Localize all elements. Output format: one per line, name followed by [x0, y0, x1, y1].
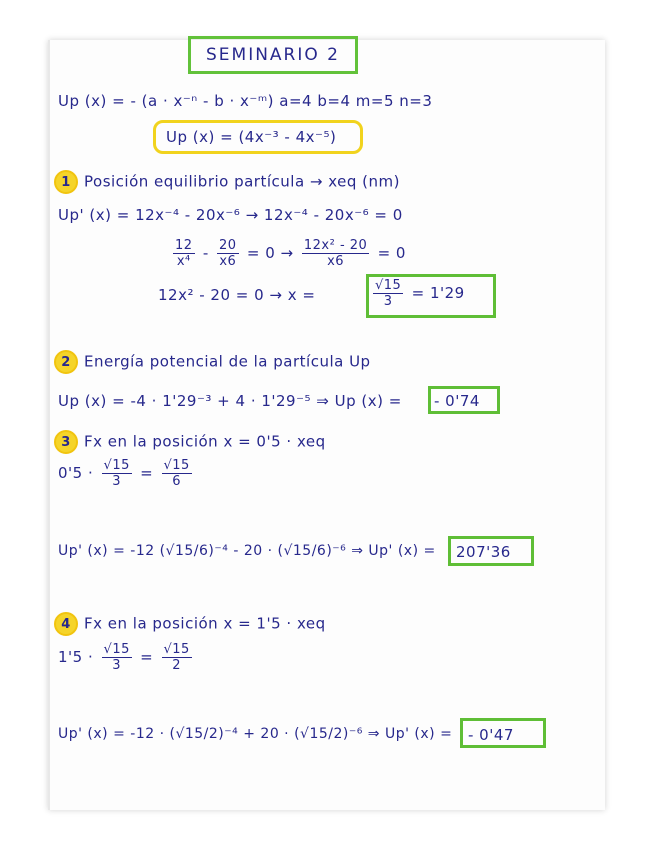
- section-4-heading: [54, 612, 326, 636]
- fraction-20-over-x6: $\frac{20}{x6}$: [219, 238, 237, 269]
- section-2-heading: [54, 350, 371, 374]
- section-3-result: 207'36: [456, 543, 511, 561]
- up-result: - 0'74: [434, 392, 480, 410]
- section-4-number: 4: [54, 612, 78, 636]
- section-3-heading: [54, 430, 326, 454]
- section-4-result: - 0'47: [468, 726, 514, 744]
- xeq-result: $\frac{√15}{3}$ = 1'29: [375, 278, 465, 309]
- section-1-solve: 12x² - 20 = 0 → x =: [158, 286, 316, 304]
- section-3-number: 3: [54, 430, 78, 454]
- section-1-fraction-line: $\frac{12}{\text{x⁴}}$ - $\frac{20}{x6}$ = 0 → $\frac{\text{12x² - 20}}{x6}$ = 0: [175, 238, 406, 269]
- fraction-12-over-x4: $\frac{12}{\text{x⁴}}$: [175, 238, 193, 269]
- boxed-potential: Up (x) = (4x⁻³ - 4x⁻⁵): [166, 128, 337, 146]
- section-1-derivative: Up' (x) = 12x⁻⁴ - 20x⁻⁶ → 12x⁻⁴ - 20x⁻⁶ = 0: [58, 206, 403, 224]
- section-3-calc: Up' (x) = -12 (√15/6)⁻⁴ - 20 · (√15/6)⁻⁶ ⇒ Up' (x) =: [58, 543, 436, 559]
- section-4-substitution: 1'5 · $\frac{√15}{3}$ = $\frac{√15}{2}$: [58, 642, 190, 673]
- section-4-calc: Up' (x) = -12 · (√15/2)⁻⁴ + 20 · (√15/2)⁻⁶ ⇒ Up' (x) =: [58, 726, 453, 742]
- section-1-title: Posición equilibrio partícula → xeq (nm): [84, 172, 401, 191]
- potential-definition: Up (x) = - (a · x⁻ⁿ - b · x⁻ᵐ) a=4 b=4 m=5 n=3: [58, 92, 433, 110]
- section-2-number: 2: [54, 350, 78, 374]
- title-box: [188, 36, 358, 74]
- section-3-title: Fx en la posición x = 0'5 · xeq: [84, 432, 326, 451]
- section-1-number: 1: [54, 170, 78, 194]
- notebook-page: [48, 40, 605, 810]
- section-4-title: Fx en la posición x = 1'5 · xeq: [84, 614, 326, 633]
- section-1-heading: [54, 170, 400, 194]
- section-3-substitution: 0'5 · $\frac{√15}{3}$ = $\frac{√15}{6}$: [58, 458, 190, 489]
- section-2-calc: Up (x) = -4 · 1'29⁻³ + 4 · 1'29⁻⁵ ⇒ Up (x) =: [58, 392, 402, 410]
- section-2-title: Energía potencial de la partícula Up: [84, 352, 371, 371]
- fraction-combined: $\frac{\text{12x² - 20}}{x6}$: [303, 238, 368, 269]
- page-title: SEMINARIO 2: [206, 45, 340, 65]
